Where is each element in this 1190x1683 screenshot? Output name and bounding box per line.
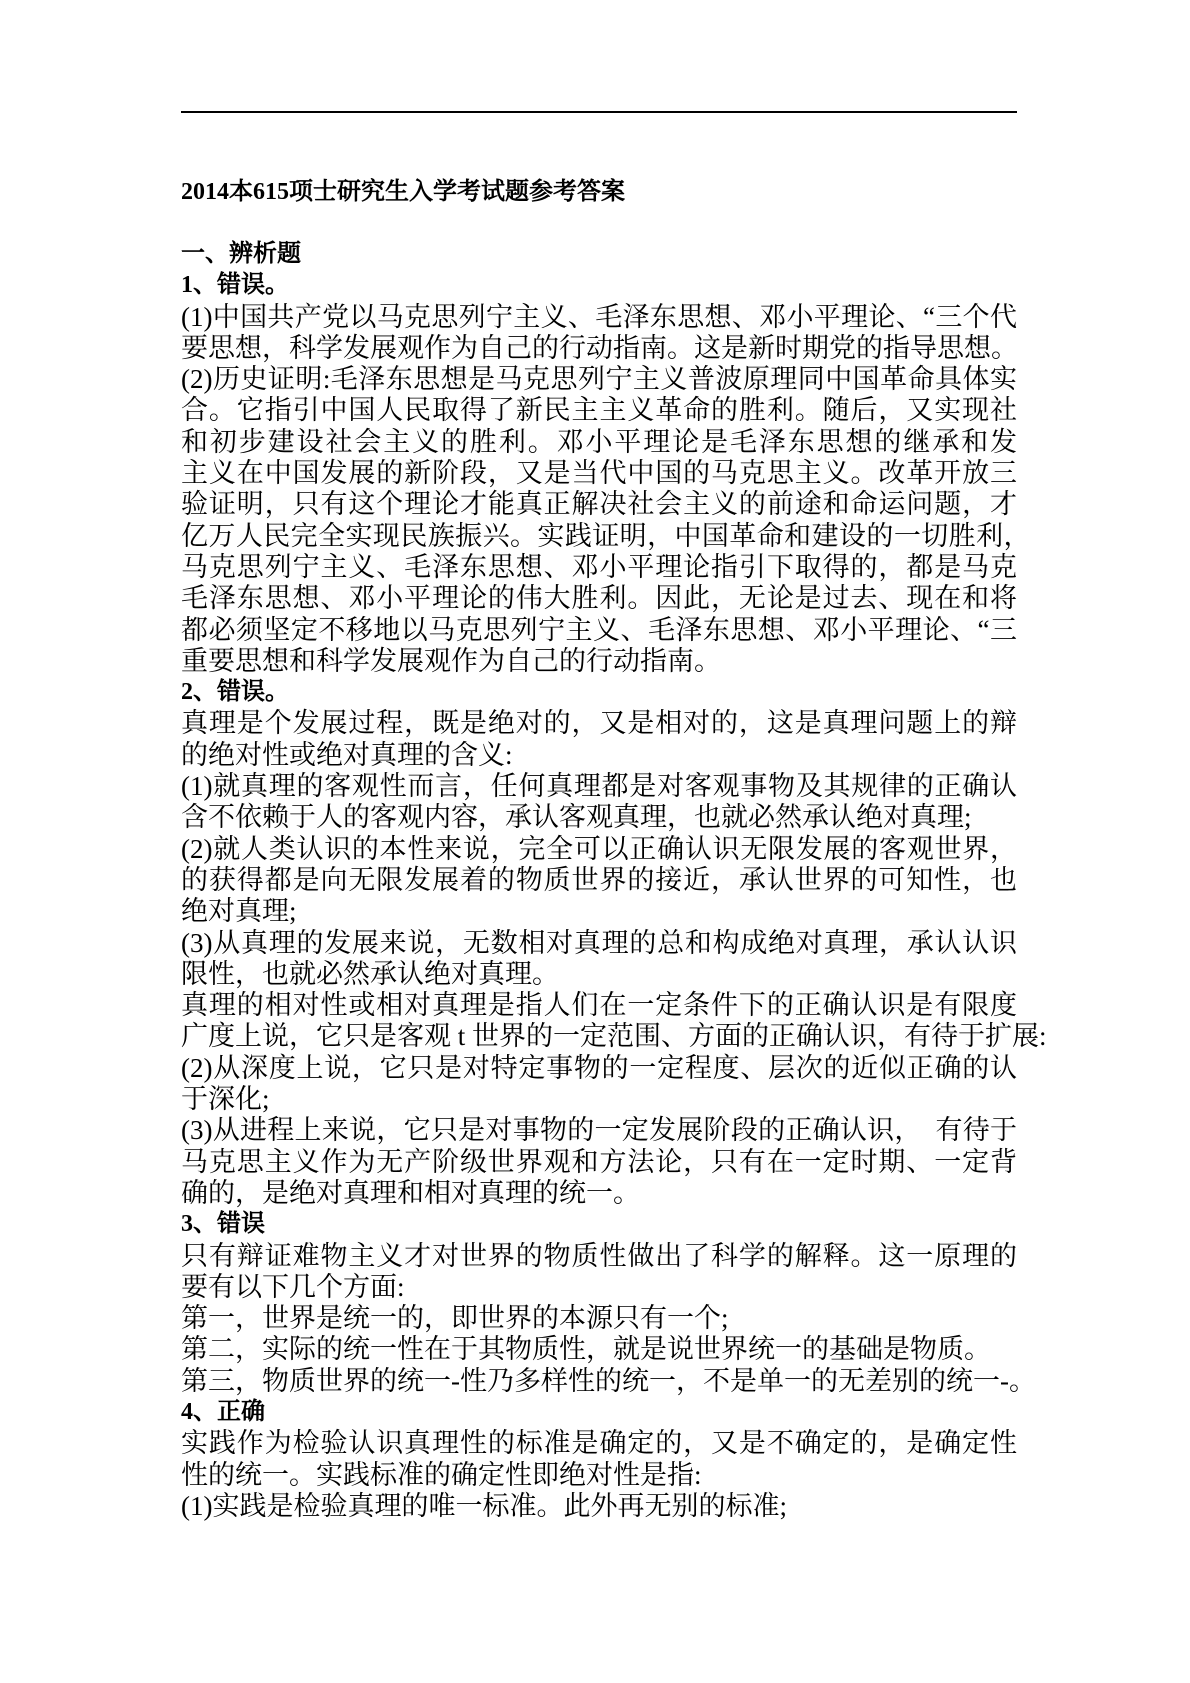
text-line: 主义在中国发展的新阶段，又是当代中国的马克思主义。改革开放三 bbox=[181, 458, 1017, 489]
text-line: 都必须坚定不移地以马克思列宁主义、毛泽东思想、邓小平理论、“三 bbox=[181, 614, 1017, 645]
text-line: 于深化; bbox=[181, 1084, 270, 1115]
text-line: (2)从深度上说，它只是对特定事物的一定程度、层次的近似正确的认 bbox=[181, 1052, 1017, 1083]
text-line: 马克思列宁主义、毛泽东思想、邓小平理论指引下取得的，都是马克 bbox=[181, 551, 1017, 582]
text-line: 真理是个发展过程，既是绝对的，又是相对的，这是真理问题上的辩 bbox=[181, 708, 1017, 739]
text-line: 绝对真理; bbox=[181, 896, 297, 927]
text-line: (1)中国共产党以马克思列宁主义、毛泽东思想、邓小平理论、“三个代 bbox=[181, 301, 1017, 332]
text-line: 真理的相对性或相对真理是指人们在一定条件下的正确认识是有限度 bbox=[181, 990, 1017, 1021]
text-line: 性的统一。实践标准的确定性即绝对性是指: bbox=[181, 1459, 702, 1490]
text-line: 要有以下几个方面: bbox=[181, 1271, 405, 1302]
text-line: (1)实践是检验真理的唯一标准。此外再无别的标准; bbox=[181, 1490, 787, 1521]
text-line: 含不依赖于人的客观内容，承认客观真理，也就必然承认绝对真理; bbox=[181, 802, 972, 833]
answer-heading: 3、错误 bbox=[181, 1211, 265, 1238]
text-line: 和初步建设社会主义的胜利。邓小平理论是毛泽东思想的继承和发 bbox=[181, 426, 1017, 457]
text-line: 的获得都是向无限发展着的物质世界的接近，承认世界的可知性，也 bbox=[181, 864, 1017, 895]
text-line: (3)从进程上来说，它只是对事物的一定发展阶段的正确认识， 有待于 bbox=[181, 1115, 1017, 1146]
text-line: 验证明，只有这个理论才能真正解决社会主义的前途和命运问题，才 bbox=[181, 489, 1017, 520]
document-title: 2014本615项士研究生入学考试题参考答案 bbox=[181, 179, 625, 205]
answer-heading: 4、正确 bbox=[181, 1398, 265, 1425]
text-line: (2)就人类认识的本性来说，完全可以正确认识无限发展的客观世界， bbox=[181, 833, 1017, 864]
text-line: 重要思想和科学发展观作为自己的行动指南。 bbox=[181, 645, 721, 676]
section-heading: 一、辨析题 bbox=[181, 241, 301, 267]
text-line: 马克思主义作为无产阶级世界观和方法论，只有在一定时期、一定背 bbox=[181, 1146, 1017, 1177]
text-line: 的绝对性或绝对真理的含义: bbox=[181, 739, 513, 770]
text-line: 第二，实际的统一性在于其物质性，就是说世界统一的基础是物质。 bbox=[181, 1334, 991, 1365]
text-line: 限性，也就必然承认绝对真理。 bbox=[181, 958, 559, 989]
text-line: 亿万人民完全实现民族振兴。实践证明，中国革命和建设的一切胜利， bbox=[181, 520, 1017, 551]
text-line: 毛泽东思想、邓小平理论的伟大胜利。因此，无论是过去、现在和将 bbox=[181, 583, 1017, 614]
text-line: 第一，世界是统一的，即世界的本源只有一个; bbox=[181, 1303, 729, 1334]
document-body bbox=[181, 239, 1047, 1522]
text-line: (2)历史证明:毛泽东思想是马克思列宁主义普波原理同中国革命具体实 bbox=[181, 364, 1017, 395]
text-line: 广度上说，它只是客观 t 世界的一定范围、方面的正确认识，有待于扩展: bbox=[181, 1021, 1047, 1052]
text-line: 合。它指引中国人民取得了新民主主义革命的胜利。随后，又实现社 bbox=[181, 395, 1017, 426]
text-line: 只有辩证难物主义才对世界的物质性做出了科学的解释。这一原理的 bbox=[181, 1240, 1017, 1271]
text-line: 要思想，科学发展观作为自己的行动指南。这是新时期党的指导思想。 bbox=[181, 332, 1018, 363]
answer-heading: 1、错误。 bbox=[181, 272, 289, 299]
text-line: 实践作为检验认识真理性的标准是确定的，又是不确定的，是确定性 bbox=[181, 1428, 1017, 1459]
answer-heading: 2、错误。 bbox=[181, 679, 289, 706]
header-rule bbox=[181, 111, 1017, 113]
text-line: (1)就真理的客观性而言，任何真理都是对客观事物及其规律的正确认 bbox=[181, 771, 1017, 802]
text-line: 第三，物质世界的统一-性乃多样性的统一，不是单一的无差别的统一-。 bbox=[181, 1365, 1036, 1396]
text-line: (3)从真理的发展来说，无数相对真理的总和构成绝对真理，承认认识 bbox=[181, 927, 1017, 958]
text-line: 确的，是绝对真理和相对真理的统一。 bbox=[181, 1177, 640, 1208]
